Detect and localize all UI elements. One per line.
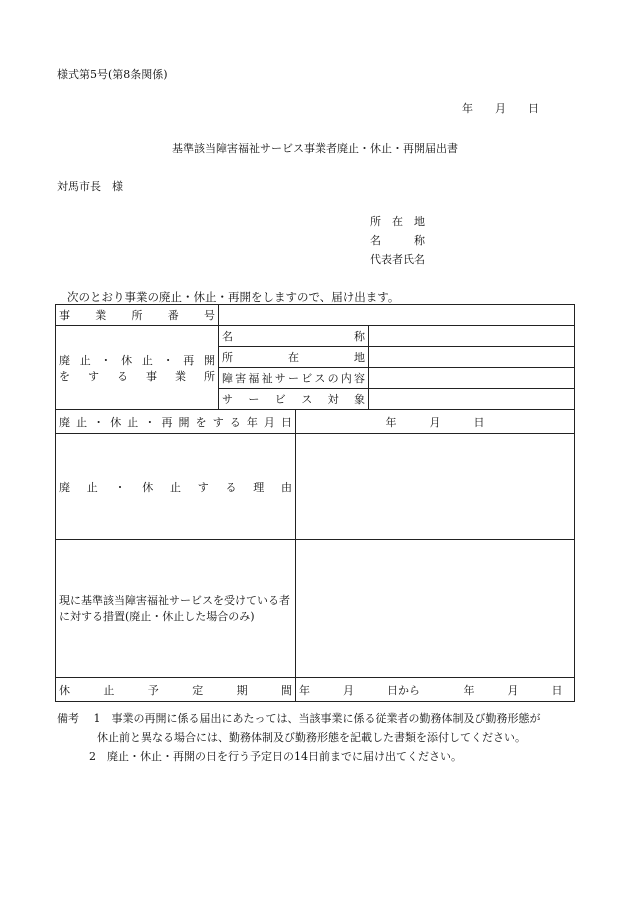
date-label: 廃止・休止・再開をする年月日 xyxy=(56,410,296,434)
applicant-location-label: 所 在 地 xyxy=(370,215,425,228)
notification-table xyxy=(55,304,575,702)
service-content-label: 障害福祉サービスの内容 xyxy=(219,368,369,389)
measures-label: 現に基準該当障害福祉サービスを受けている者に対する措置(廃止・休止した場合のみ) xyxy=(56,540,296,678)
note-2 xyxy=(57,747,541,766)
intro-text: 次のとおり事業の廃止・休止・再開をしますので、届け出ます。 xyxy=(67,290,400,304)
applicant-block xyxy=(370,212,425,269)
service-target-field[interactable] xyxy=(369,389,575,410)
suspension-period-label: 休止予定期間 xyxy=(56,678,296,702)
submission-date: 年 月 日 xyxy=(462,102,539,115)
notes-section xyxy=(57,709,541,766)
office-name-field[interactable] xyxy=(369,326,575,347)
note-1-line-1: 事業の再開に係る届出にあたっては、当該事業に係る従業者の勤務体制及び勤務形態が xyxy=(111,712,541,725)
office-address-field[interactable] xyxy=(369,347,575,368)
office-number-field[interactable] xyxy=(219,305,575,326)
service-content-field[interactable] xyxy=(369,368,575,389)
reason-field[interactable] xyxy=(296,434,575,540)
date-field[interactable]: 年 月 日 xyxy=(296,410,575,434)
note-1-line-2: 休止前と異なる場合には、勤務体制及び勤務形態を記載した書類を添付してください。 xyxy=(97,731,526,744)
applicant-representative-label: 代表者氏名 xyxy=(370,253,425,266)
office-section-label-line1: 廃止・休止・再開 xyxy=(59,353,215,367)
office-address-label: 所在地 xyxy=(219,347,369,368)
form-number: 様式第5号(第8条関係) xyxy=(57,68,168,81)
applicant-name-label: 名 称 xyxy=(370,234,425,247)
reason-label: 廃止・休止する理由 xyxy=(56,434,296,540)
office-section-label-line2: をする事業所 xyxy=(59,369,215,383)
office-name-label: 名称 xyxy=(219,326,369,347)
addressee: 対馬市長 様 xyxy=(57,180,123,193)
service-target-label: サービス対象 xyxy=(219,389,369,410)
period-to: 年 月 日 xyxy=(463,683,563,697)
period-from: 年 月 日から xyxy=(299,683,420,697)
document-title: 基準該当障害福祉サービス事業者廃止・休止・再開届出書 xyxy=(172,142,458,155)
note-2-number: 2 xyxy=(89,750,96,763)
suspension-period-field[interactable] xyxy=(296,678,575,702)
notes-heading: 備考 xyxy=(57,712,79,725)
note-1-number: 1 xyxy=(93,712,101,725)
office-section-label xyxy=(56,326,219,410)
measures-field[interactable] xyxy=(296,540,575,678)
office-number-label: 事業所番号 xyxy=(56,305,219,326)
note-1 xyxy=(57,709,541,728)
note-2-text: 廃止・休止・再開の日を行う予定日の14日前までに届け出てください。 xyxy=(107,750,462,763)
